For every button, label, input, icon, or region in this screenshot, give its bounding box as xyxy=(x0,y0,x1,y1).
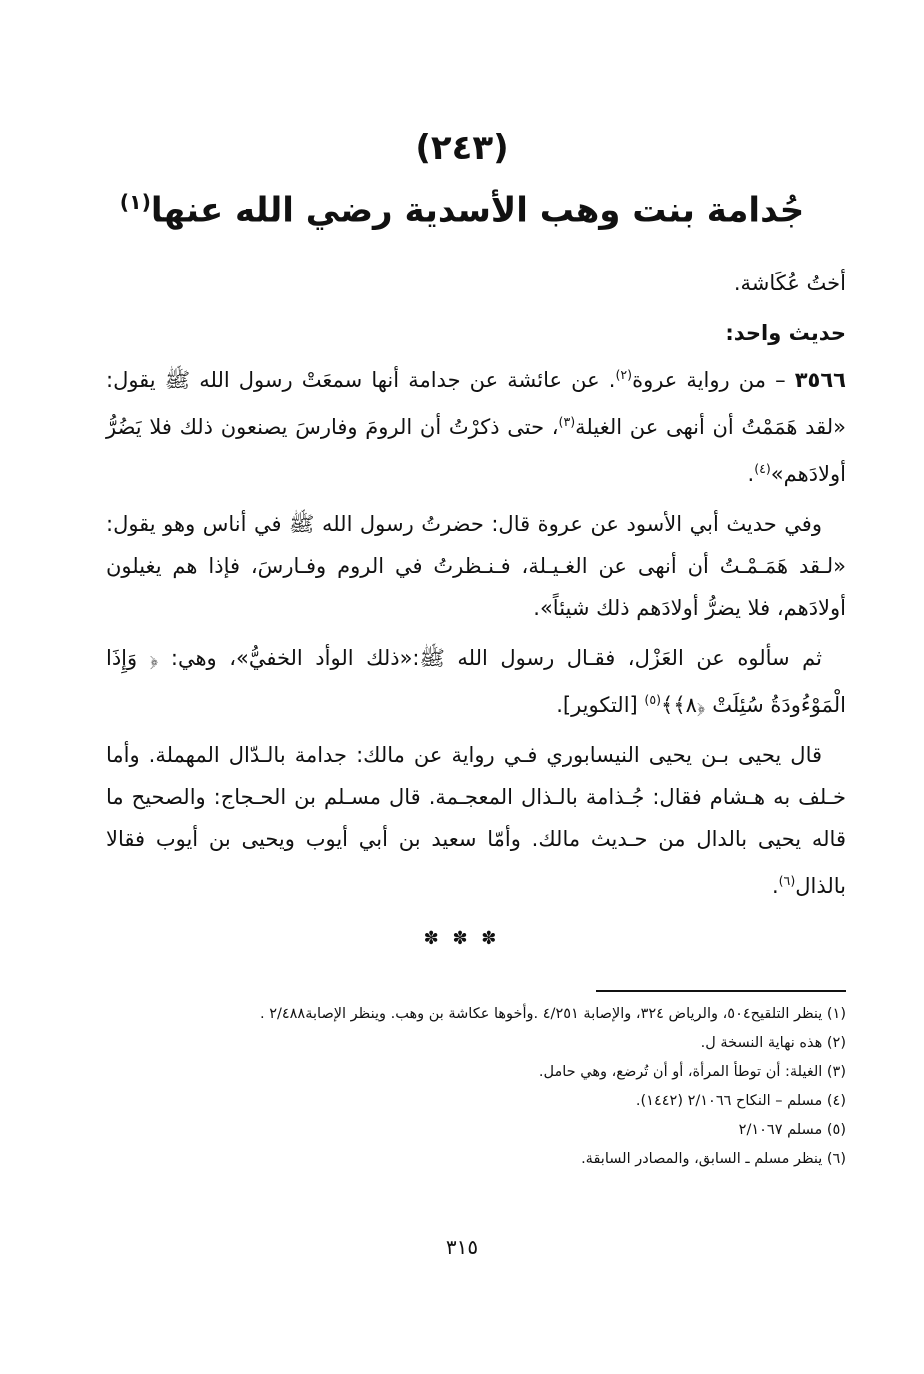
body-text xyxy=(106,262,846,907)
page-number: ٣١٥ xyxy=(445,1235,479,1259)
footnote-6: (٦) ينظر مسلم ـ السابق، والمصادر السابقة. xyxy=(581,1151,846,1167)
paragraph-azl xyxy=(106,637,846,726)
footnote-ref-2: (٢) xyxy=(615,367,633,382)
hadith-text-d: . xyxy=(747,462,755,486)
paragraph-abu-al-aswad: وفي حديث أبي الأسود عن عروة قال: حضرتُ رسول الله ﷺ في أناس وهو يقول: «لـقد هَمَـمْـتُ أن أنهى عن الغـيـلة، فـنـظرتُ في الروم وفـارسَ، فإذا هم يغيلون أولادَهم، فلا يضرُّ أولادَهم ذلك شيئاً». xyxy=(106,512,846,620)
subheading: حديث واحد: xyxy=(725,321,846,345)
hadith-text-b: . عن عائشة عن جدامة أنها سمعَتْ رسول الله ﷺ يقول: «لقد هَمَمْتُ أن أنهى عن الغيلة xyxy=(106,368,846,439)
paragraph-naming-text-a: قال يحيى بـن يحيى النيسابوري فـي رواية عن مالك: جدامة بالـدّال المهملة. وأما خـلف به هـشام فقال: جُـذامة بالـذال المعجـمة. قال مسـلم بن الحـجاج: والصحيح ما قاله يحيى بالدال من حـديث مالك. وأمّا سعيد بن أبي أيوب ويحيى بن أيوب فقالا بالذال xyxy=(106,743,846,898)
hadith-paragraph xyxy=(106,354,846,495)
footnote-ref-4: (٤) xyxy=(754,461,771,476)
hadith-number: ٣٥٦٦ xyxy=(794,368,846,392)
paragraph-azl-text-a: ثم سألوه عن العَزْل، فقـال رسول الله ﷺ:«ذلك الوأد الخفيُّ»، وهي: ﴿ وَإِذَا الْمَوْءُودَةُ سُئِلَتْ ﴿٨﴾﴾ xyxy=(106,646,846,717)
section-number: (٢٤٣) xyxy=(415,128,509,168)
footnote-4: (٤) مسلم – النكاح ٢/١٠٦٦ (١٤٤٢). xyxy=(635,1093,846,1109)
paragraph-naming-text-b: . xyxy=(771,874,779,898)
footnote-ref-1: (١) xyxy=(119,190,151,214)
intro-line: أختُ عُكَاشة. xyxy=(733,271,846,295)
footnote-ref-6: (٦) xyxy=(778,873,796,888)
footnote-3: (٣) الغيلة: أن توطأ المرأة، أو أن تُرضع، وهي حامل. xyxy=(538,1064,846,1080)
footnote-2: (٢) هذه نهاية النسخة ل. xyxy=(700,1035,846,1051)
footnote-ref-5: (٥) xyxy=(644,692,662,707)
footnote-1: (١) ينظر التلقيح٥٠٤، والرياض ٣٢٤، والإصابة ٤/٢٥١ .وأخوها عكاشة بن وهب. وينظر الإصابة٢/٤٨٨ . xyxy=(259,1006,846,1022)
paragraph-azl-text-b: [التكوير]. xyxy=(556,693,645,717)
footnote-ref-3: (٣) xyxy=(558,414,576,429)
section-separator: ✽ ✽ ✽ xyxy=(423,928,501,949)
hadith-text-a: – من رواية عروة xyxy=(632,368,795,392)
footnotes xyxy=(100,1000,846,1174)
hadith-text-c: ، حتى ذكرْتُ أن الرومَ وفارسَ يصنعون ذلك فلا يَضُرُّ أولادَهم» xyxy=(106,415,846,486)
footnote-divider xyxy=(596,990,846,992)
entry-title xyxy=(0,190,924,230)
entry-title-text: جُدامة بنت وهب الأسدية رضي الله عنها xyxy=(150,190,805,231)
footnote-5: (٥) مسلم ٢/١٠٦٧ xyxy=(738,1122,846,1138)
paragraph-naming xyxy=(106,734,846,907)
